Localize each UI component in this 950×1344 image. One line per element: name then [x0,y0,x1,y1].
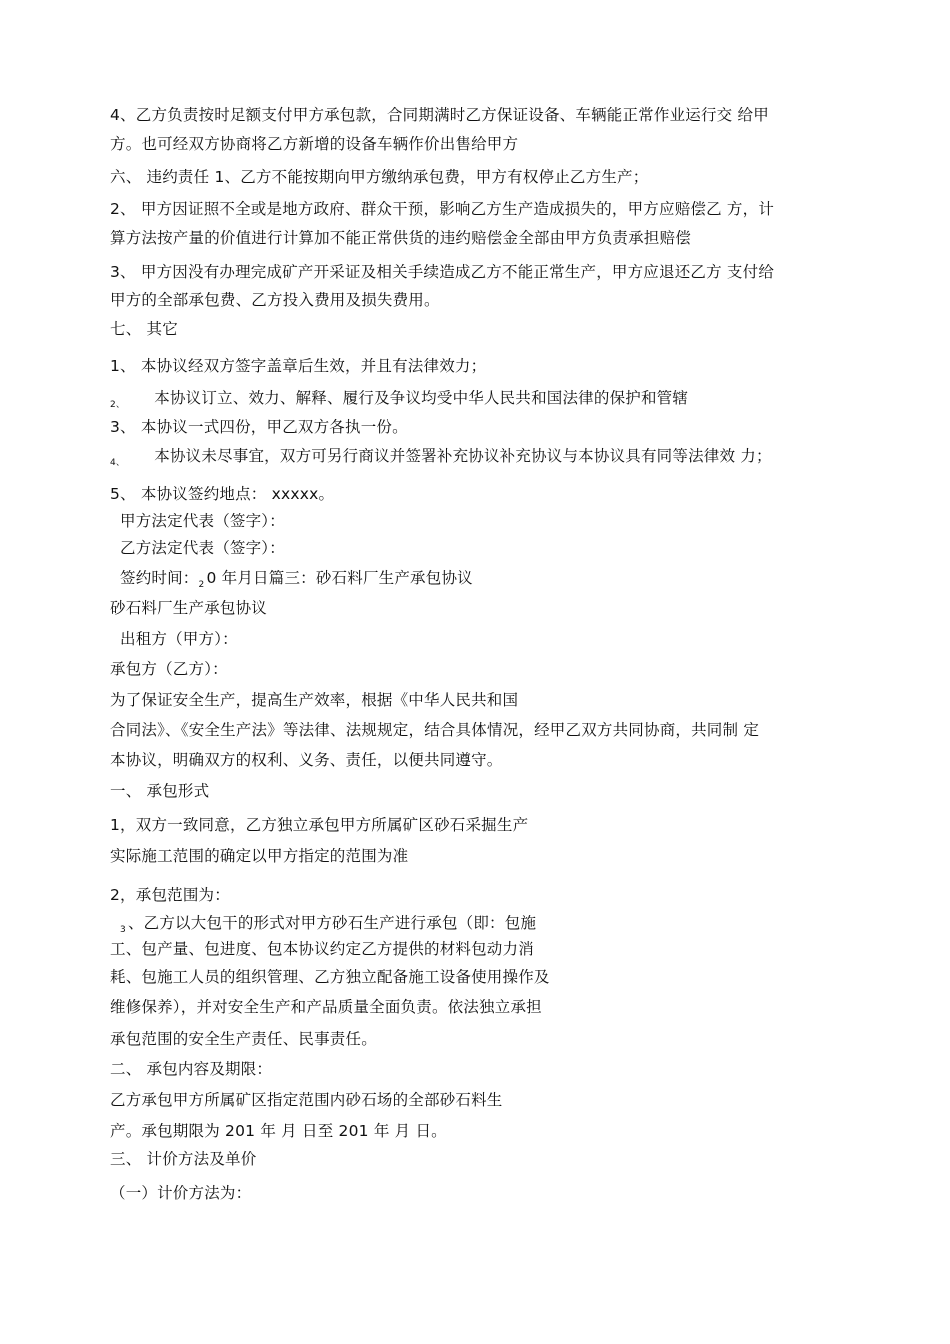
preamble-line-2: 合同法》、《安全生产法》等法律、法规规定，结合具体情况，经甲乙双方共同协商，共同制 定 [110,721,760,739]
clause-4-line-1: 4、乙方负责按时足额支付甲方承包款，合同期满时乙方保证设备、车辆能正常作业运行交 给甲 [110,106,769,124]
section-7-item-5: 5、 本协议签约地点： xxxxx。 [110,485,335,503]
item-text: 、乙方以大包干的形式对甲方砂石生产进行承包（即：包施 [127,914,537,932]
signing-date-line [120,568,473,595]
section-1-item-2: 2，承包范围为： [110,886,230,904]
contractor-party-b: 承包方（乙方）： [110,660,228,678]
section-6-item-2-line-1: 2、 甲方因证照不全或是地方政府、群众干预，影响乙方生产造成损失的，甲方应赔偿乙 方，计 [110,200,775,218]
item-number: 4、 [110,458,126,468]
section-1-item-3-line-2: 工、包产量、包进度、包本协议约定乙方提供的材料包动力消 [110,940,534,958]
section-3-subheading-1: （一）计价方法为： [110,1184,252,1202]
section-1-item-1-line-2: 实际施工范围的确定以甲方指定的范围为准 [110,847,409,865]
document-title: 砂石料厂生产承包协议 [110,599,268,617]
clause-4-line-2: 方。也可经双方协商将乙方新增的设备车辆作价出售给甲方 [110,135,519,153]
section-1-item-3-line-3: 耗、包施工人员的组织管理、乙方独立配备施工设备使用操作及 [110,968,550,986]
section-6-item-2-line-2: 算方法按产量的价值进行计算加不能正常供货的违约赔偿金全部由甲方负责承担赔偿 [110,229,691,247]
section-2-heading: 二、 承包内容及期限： [110,1060,273,1078]
item-text: 本协议订立、效力、解释、履行及争议均受中华人民共和国法律的保护和管辖 [154,389,689,407]
party-b-representative-signature: 乙方法定代表（签字）： [120,539,285,557]
section-1-heading: 一、 承包形式 [110,782,210,800]
party-a-representative-signature: 甲方法定代表（签字）： [120,512,285,530]
signing-date-label: 签约时间： [120,569,199,587]
section-7-heading: 七、 其它 [110,320,178,338]
item-number: 2、 [110,400,126,410]
section-7-item-2 [110,388,688,415]
signing-date-rest: 0 年月日篇三：砂石料厂生产承包协议 [206,569,473,587]
section-7-item-1: 1、 本协议经双方签字盖章后生效，并且有法律效力； [110,357,487,375]
section-6-heading: 六、 违约责任 1、乙方不能按期向甲方缴纳承包费，甲方有权停止乙方生产； [110,168,649,186]
item-number: 3 [120,925,126,935]
section-6-item-3-line-2: 甲方的全部承包费、乙方投入费用及损失费用。 [110,291,440,309]
section-2-line-2: 产。承包期限为 201 年 月 日至 201 年 月 日。 [110,1122,447,1140]
year-digit: 2 [198,580,205,590]
lessor-party-a: 出租方（甲方）： [120,630,238,648]
section-1-item-3-line-5: 承包范围的安全生产责任、民事责任。 [110,1030,377,1048]
preamble-line-1: 为了保证安全生产，提高生产效率，根据《中华人民共和国 [110,691,519,709]
section-3-heading: 三、 计价方法及单价 [110,1150,257,1168]
section-1-item-1-line-1: 1，双方一致同意，乙方独立承包甲方所属矿区砂石采掘生产 [110,816,529,834]
section-2-line-1: 乙方承包甲方所属矿区指定范围内砂石场的全部砂石料生 [110,1091,503,1109]
section-7-item-4 [110,446,772,473]
preamble-line-3: 本协议，明确双方的权利、义务、责任，以便共同遵守。 [110,751,503,769]
item-text: 本协议未尽事宜，双方可另行商议并签署补充协议补充协议与本协议具有同等法律效 力； [154,447,772,465]
section-1-item-3-line-4: 维修保养），并对安全生产和产品质量全面负责。依法独立承担 [110,998,542,1016]
section-7-item-3: 3、 本协议一式四份，甲乙双方各执一份。 [110,418,408,436]
section-1-item-3-line-1 [120,913,536,940]
section-6-item-3-line-1: 3、 甲方因没有办理完成矿产开采证及相关手续造成乙方不能正常生产，甲方应退还乙方 支付给 [110,263,775,281]
